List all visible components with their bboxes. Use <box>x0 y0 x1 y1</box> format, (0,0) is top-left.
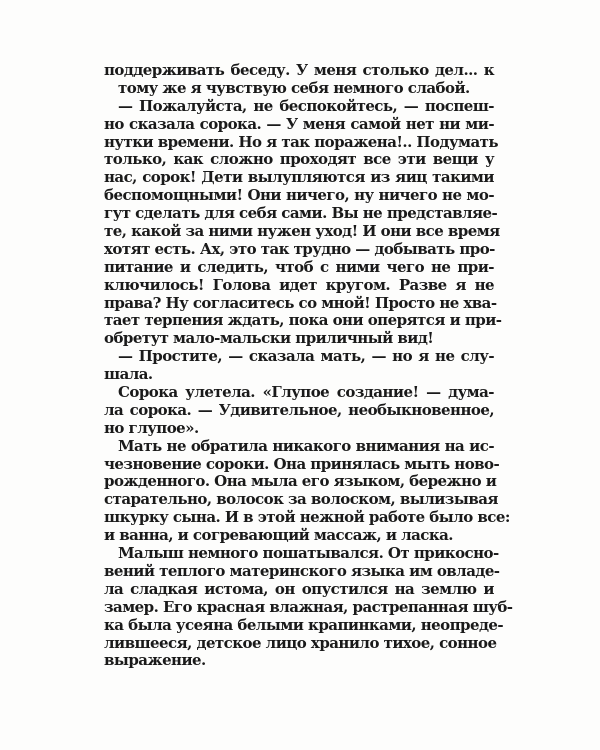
text-line: только, как сложно проходят все эти вещи у <box>104 150 494 169</box>
text-line: беспомощными! Они ничего, ну ничего не мо- <box>104 186 494 205</box>
text-line: шала. <box>104 365 153 384</box>
text-line: шкурку сына. И в этой нежной работе было все: <box>104 508 510 527</box>
text-line: те, какой за ними нужен уход! И они все время <box>104 222 500 241</box>
text-line: права? Ну согласитесь со мной! Просто не хва- <box>104 293 497 312</box>
text-line: тому же я чувствую себя немного слабой. <box>118 78 470 97</box>
text-line: нутки времени. Но я так поражена!.. Подумать <box>104 132 499 151</box>
text-line: но глупое». <box>104 418 199 437</box>
text-line: Мать не обратила никакого внимания на ис- <box>118 436 494 455</box>
text-line: и ванна, и согревающий массаж, и ласка. <box>104 526 453 545</box>
text-line: питание и следить, чтоб с ними чего не при- <box>104 257 494 276</box>
text-line: хотят есть. Ах, это так трудно — добывать про- <box>104 239 495 258</box>
text-line: вений теплого материнского языка им овладе- <box>104 561 500 580</box>
text-line: нас, сорок! Дети вылупляются из яиц такими <box>104 168 494 187</box>
text-line: Малыш немного пошатывался. От прикосно- <box>118 544 499 563</box>
text-line: но сказала сорока. — У меня самой нет ни ми- <box>104 114 494 133</box>
text-line: — Простите, — сказала мать, — но я не слу- <box>118 347 494 366</box>
text-line: Сорока улетела. «Глупое создание! — дума- <box>118 383 494 402</box>
text-line: замер. Его красная влажная, растрепанная шуб- <box>104 597 513 616</box>
page-body-text <box>104 61 513 670</box>
text-line: старательно, волосок за волоском, вылизывая <box>104 490 498 509</box>
text-line: рожденного. Она мыла его языком, бережно и <box>104 472 497 491</box>
text-line: лившееся, детское лицо хранило тихое, сонное <box>104 633 497 652</box>
text-line: — Пожалуйста, не беспокойтесь, — поспеш- <box>118 96 494 115</box>
text-line: ка была усеяна белыми крапинками, неопреде- <box>104 615 504 634</box>
text-line: выражение. <box>104 651 206 670</box>
text-line: поддерживать беседу. У меня столько дел... к <box>104 61 494 79</box>
text-line: обретут мало-мальски приличный вид! <box>104 329 434 348</box>
text-line: чезновение сороки. Она принялась мыть ново- <box>104 454 500 473</box>
text-line: ключилось! Голова идет кругом. Разве я не <box>104 275 494 294</box>
text-line: ла сорока. — Удивительное, необыкновенное, <box>104 400 494 419</box>
text-line: ла сладкая истома, он опустился на землю и <box>104 579 494 598</box>
text-line: гут сделать для себя сами. Вы не представляе- <box>104 204 498 223</box>
text-line: тает терпения ждать, пока они оперятся и при- <box>104 311 502 330</box>
